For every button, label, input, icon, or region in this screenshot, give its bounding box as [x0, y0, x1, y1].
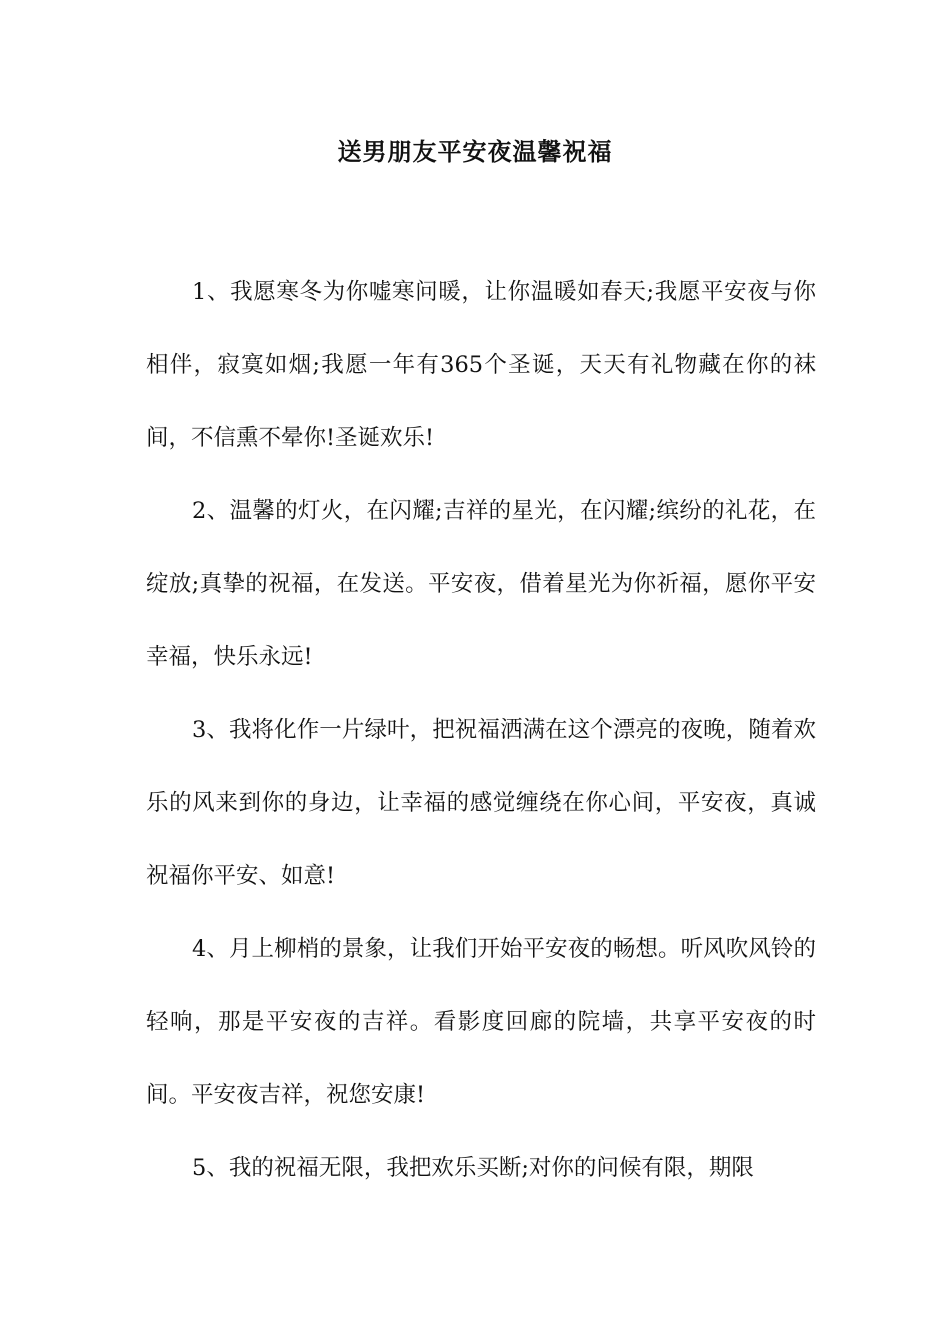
paragraph-4: 4、月上柳梢的景象，让我们开始平安夜的畅想。听风吹风铃的轻响，那是平安夜的吉祥。看影度回廊的院墙，共享平安夜的时间。平安夜吉祥，祝您安康!: [146, 936, 816, 1108]
paragraph-1: 1、我愿寒冬为你嘘寒问暖，让你温暖如春天;我愿平安夜与你相伴，寂寞如烟;我愿一年有365个圣诞，天天有礼物藏在你的袜间，不信熏不晕你!圣诞欢乐!: [146, 279, 816, 451]
document-body: [146, 256, 816, 1205]
paragraph-3: 3、我将化作一片绿叶，把祝福洒满在这个漂亮的夜晚，随着欢乐的风来到你的身边，让幸福的感觉缠绕在你心间，平安夜，真诚祝福你平安、如意!: [146, 717, 816, 889]
paragraph-2: 2、温馨的灯火，在闪耀;吉祥的星光，在闪耀;缤纷的礼花，在绽放;真挚的祝福，在发送。平安夜，借着星光为你祈福，愿你平安幸福，快乐永远!: [146, 498, 816, 670]
document-title: 送男朋友平安夜温馨祝福: [337, 137, 613, 166]
paragraph-5: 5、我的祝福无限，我把欢乐买断;对你的问候有限，期限: [192, 1155, 754, 1181]
